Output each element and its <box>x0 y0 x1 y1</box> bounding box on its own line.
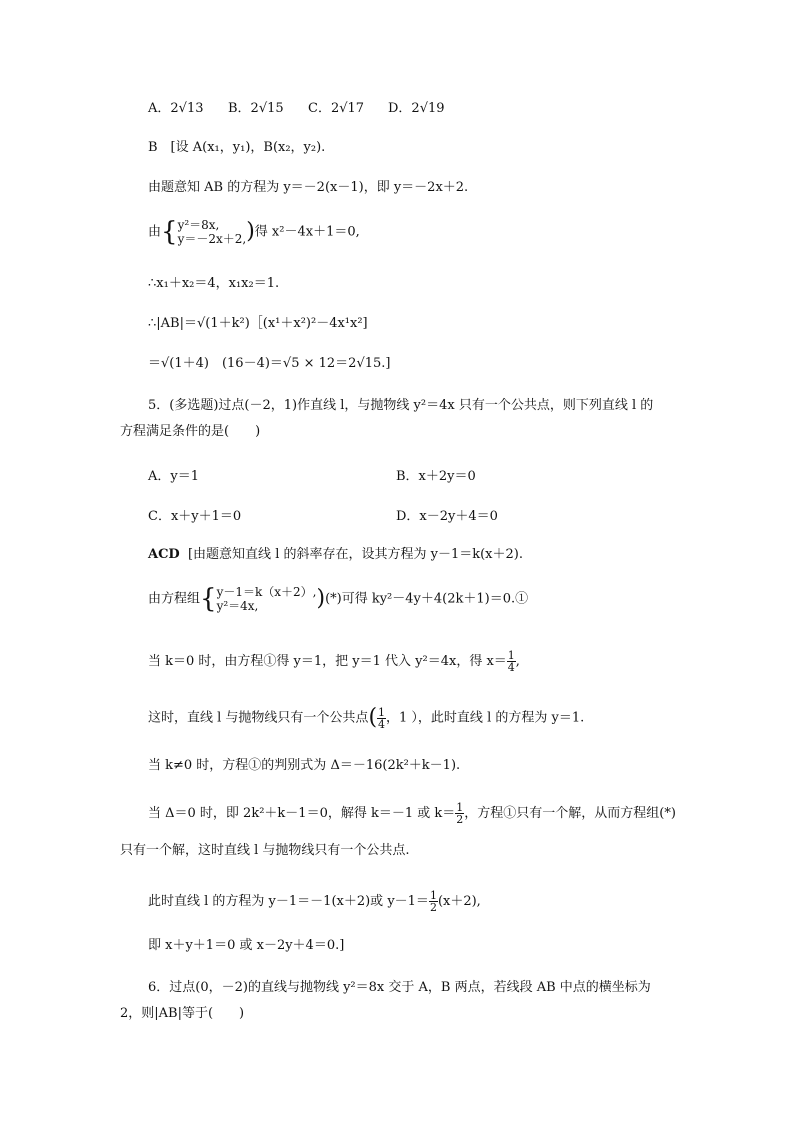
option-c: C．2√17 <box>308 101 365 116</box>
q5-option-c: C．x＋y＋1＝0 <box>148 509 242 524</box>
option-a: A．2√13 <box>148 101 204 116</box>
q5-eq-line: 此时直线 l 的方程为 y－1＝－1(x＋2)或 y－1＝ $\frac{1}{2}$ (x＋2), <box>148 889 481 914</box>
answer-line-1: B [设 A(x₁，y₁)，B(x₂，y₂). <box>148 140 326 155</box>
q5-final-line: 即 x＋y＋1＝0 或 x－2y＋4＝0.] <box>148 938 345 953</box>
q5-option-b: B．x＋2y＝0 <box>396 469 476 484</box>
q6-stem-1: 6．过点(0，－2)的直线与抛物线 y²＝8x 交于 A，B 两点，若线段 AB 中点的横坐标为 <box>148 980 651 995</box>
q6-stem-2: 2，则|AB|等于( ) <box>120 1006 245 1021</box>
q5-point-line: 这时，直线 l 与抛物线只有一个公共点( $\frac{1}{4}$ ，1 ），此时直线 l 的方程为 y＝1. <box>148 705 585 731</box>
q5-kne0-line: 当 k≠0 时，方程①的判别式为 Δ＝－16(2k²＋k－1). <box>148 758 461 773</box>
q5-option-d: D．x－2y＋4＝0 <box>396 509 498 524</box>
q5-system: 由方程组{ y－1＝k（x＋2）, y²＝4x, )(*)可得 ky²－4y＋4(2k＋1)＝0.① <box>148 584 529 614</box>
q5-stem-2: 方程满足条件的是( ) <box>120 424 261 439</box>
option-d: D．2√19 <box>388 101 445 116</box>
q5-k0-line: 当 k＝0 时，由方程①得 y＝1，把 y＝1 代入 y²＝4x，得 x＝ $\frac{1}{4}$ , <box>148 649 520 674</box>
answer-line-2: 由题意知 AB 的方程为 y＝－2(x－1)，即 y＝－2x＋2. <box>148 180 469 195</box>
q5-stem-1: 5．(多选题)过点(－2，1)作直线 l，与抛物线 y²＝4x 只有一个公共点，则下列直线 l 的 <box>148 398 654 413</box>
answer-line-4: ∴|AB|＝√(1＋k²)［(x¹＋x²)²－4x¹x²] <box>148 316 368 331</box>
option-b: B．2√15 <box>228 101 284 116</box>
q5-delta-cont: 只有一个解，这时直线 l 与抛物线只有一个公共点. <box>120 843 410 858</box>
answer-line-5: ＝√(1＋4) (16－4)＝√5 × 12＝2√15.] <box>148 356 391 371</box>
q5-delta-line: 当 Δ＝0 时，即 2k²＋k－1＝0，解得 k＝－1 或 k＝ $\frac{1}{2}$ ，方程①只有一个解，从而方程组(*) <box>148 801 676 826</box>
q5-option-a: A．y＝1 <box>148 469 200 484</box>
answer-line-3: ∴x₁＋x₂＝4，x₁x₂＝1. <box>148 276 280 291</box>
q5-answer-1: ACD [由题意知直线 l 的斜率存在，设其方程为 y－1＝k(x＋2). <box>148 547 523 562</box>
answer-system-1: 由{ y²＝8x, y＝－2x＋2, )得 x²－4x＋1＝0, <box>148 217 360 247</box>
